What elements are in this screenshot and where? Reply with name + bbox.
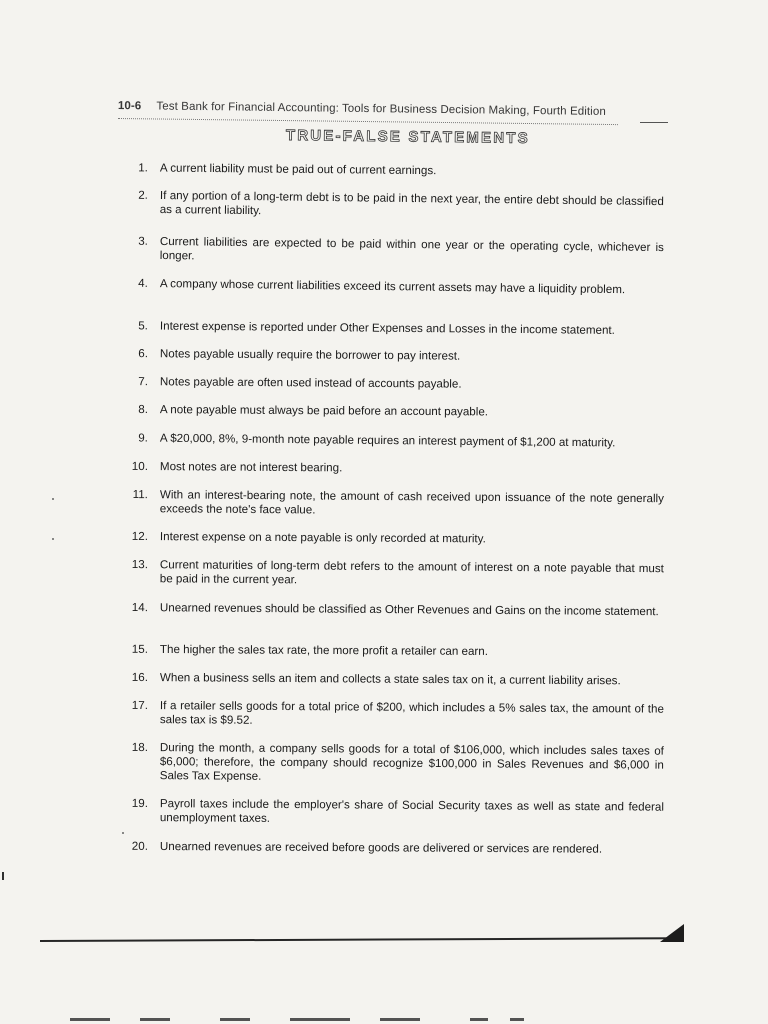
- section-title: TRUE-FALSE STATEMENTS: [285, 127, 530, 147]
- question-text: Notes payable usually require the borrower to pay interest.: [159, 347, 461, 363]
- header-rule-end: [640, 122, 668, 123]
- question-number: 7.: [138, 375, 148, 389]
- question-number: 15.: [131, 642, 148, 656]
- question-number: 14.: [131, 601, 148, 615]
- question-item: [0, 160, 768, 178]
- question-item: [0, 402, 768, 419]
- question-number: 17.: [131, 698, 148, 713]
- question-item: [0, 346, 768, 363]
- question-item: [0, 642, 768, 658]
- page-number: 10-6: [117, 100, 142, 113]
- question-item: [0, 187, 768, 218]
- question-number: 1.: [138, 161, 148, 175]
- question-text: Interest expense on a note payable is only recorded at maturity.: [159, 530, 486, 546]
- running-header: [118, 100, 678, 119]
- scan-smudge: [660, 924, 684, 942]
- question-item: [0, 600, 768, 619]
- question-number: 5.: [138, 319, 148, 333]
- scan-dot: [52, 538, 54, 540]
- question-number: 12.: [131, 529, 148, 544]
- question-item: [0, 233, 768, 263]
- question-text: Most notes are not interest bearing.: [159, 460, 343, 475]
- question-item: [0, 374, 768, 391]
- question-item: [0, 557, 768, 587]
- scan-dot: [122, 832, 124, 834]
- footer-rule: [40, 937, 680, 942]
- question-text: During the month, a company sells goods for a total of $106,000, which includes sales taxes of $6,000; therefore, the company should recognize $100,000 in Sales Revenues and $6,000 in Sales Tax Expense.: [159, 741, 664, 783]
- header-rule: [118, 118, 618, 125]
- scan-mark: [2, 872, 4, 880]
- question-number: 6.: [138, 347, 148, 361]
- question-text: Payroll taxes include the employer's share of Social Security taxes as well as state and federal unemployment taxes.: [159, 797, 664, 825]
- question-number: 19.: [131, 796, 148, 811]
- question-text: If a retailer sells goods for a total price of $200, which includes a 5% sales tax, the amount of the sales tax is $9.52.: [159, 699, 664, 727]
- question-number: 3.: [138, 234, 148, 248]
- question-number: 18.: [131, 740, 148, 755]
- question-number: 11.: [132, 488, 148, 502]
- question-number: 13.: [131, 558, 148, 572]
- question-text: Current maturities of long-term debt refers to the amount of interest on a note payable that must be paid in the current year.: [159, 558, 664, 587]
- question-text: A company whose current liabilities exceed its current assets may have a liquidity problem.: [159, 277, 626, 297]
- question-number: 9.: [138, 431, 148, 445]
- question-item: [0, 698, 768, 727]
- question-number: 20.: [131, 839, 148, 853]
- question-item: [0, 459, 768, 475]
- scan-dot: [52, 498, 54, 500]
- question-text: Interest expense is reported under Other Expenses and Losses in the income statement.: [159, 319, 615, 337]
- question-number: 8.: [138, 402, 148, 417]
- question-text: Unearned revenues are received before goods are delivered or services are rendered.: [159, 839, 603, 856]
- question-item: [0, 670, 768, 688]
- question-text: Current liabilities are expected to be paid within one year or the operating cycle, whichever is longer.: [159, 234, 664, 263]
- question-number: 2.: [138, 188, 148, 202]
- scan-artifacts: [70, 1018, 630, 1024]
- question-text: When a business sells an item and collects a state sales tax on it, a current liability arises.: [159, 671, 621, 688]
- question-number: 16.: [131, 670, 148, 685]
- book-title: Test Bank for Financial Accounting: Tools for Business Decision Making, Fourth Edition: [156, 100, 606, 118]
- question-text: Notes payable are often used instead of accounts payable.: [159, 375, 462, 391]
- question-item: [0, 529, 768, 546]
- question-number: 4.: [138, 276, 148, 290]
- question-item: [0, 487, 768, 517]
- question-number: 10.: [131, 459, 148, 474]
- question-item: [0, 430, 768, 450]
- question-item: [0, 275, 768, 297]
- question-text: A current liability must be paid out of current earnings.: [159, 161, 437, 178]
- question-text: Unearned revenues should be classified as Other Revenues and Gains on the income statement.: [159, 601, 659, 619]
- question-item: [0, 839, 768, 856]
- question-text: The higher the sales tax rate, the more profit a retailer can earn.: [159, 642, 489, 658]
- question-text: With an interest-bearing note, the amount of cash received upon issuance of the note generally exceeds the note's face value.: [159, 488, 664, 517]
- question-item: [0, 740, 768, 783]
- question-item: [0, 796, 768, 825]
- question-text: A $20,000, 8%, 9-month note payable requires an interest payment of $1,200 at maturity.: [159, 431, 616, 450]
- question-text: A note payable must always be paid before an account payable.: [159, 403, 489, 419]
- question-item: [0, 318, 768, 337]
- question-text: If any portion of a long-term debt is to be paid in the next year, the entire debt should be classified as a current liability.: [159, 188, 664, 218]
